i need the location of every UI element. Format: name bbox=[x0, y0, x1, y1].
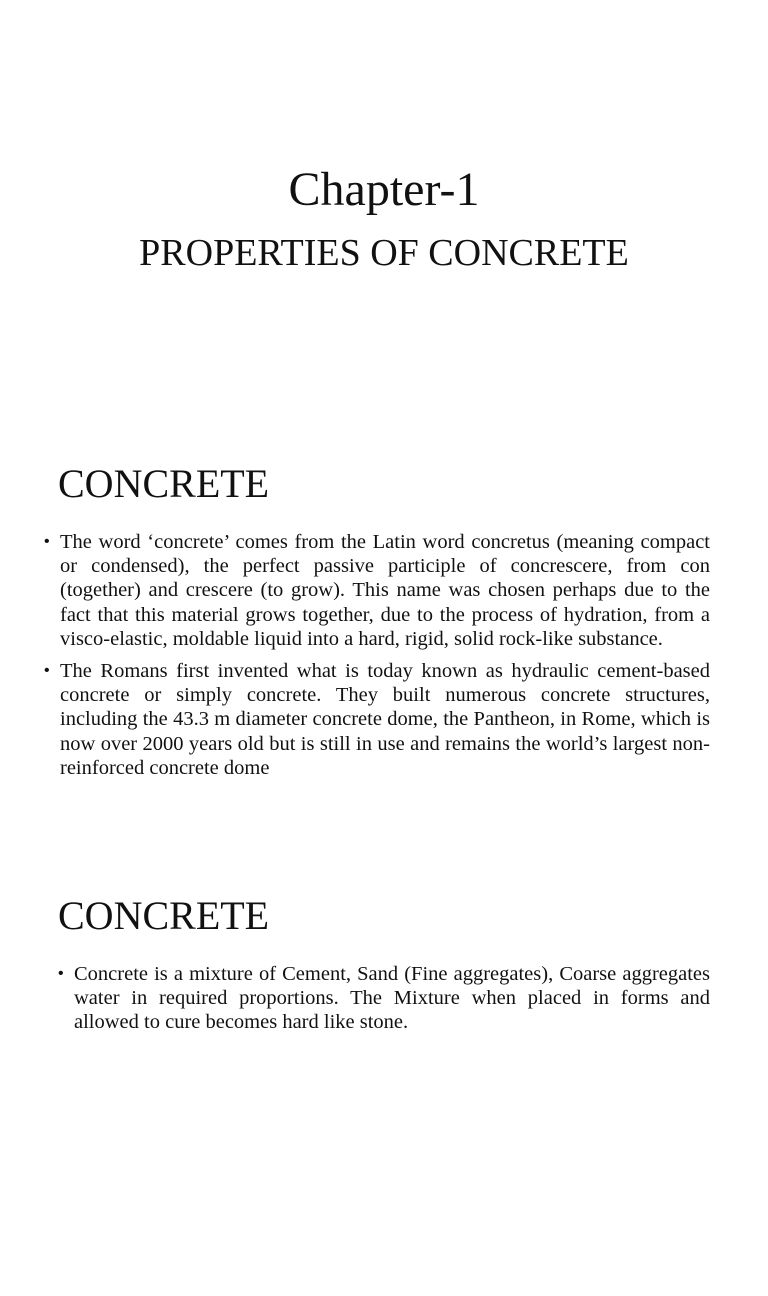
concrete-origin-slide bbox=[0, 432, 768, 864]
concrete-definition-slide bbox=[0, 864, 768, 1296]
bullet-item: • The Romans first invented what is today known as hydraulic cement-based concrete or simply concrete. They built numerous concrete structures, including the 43.3 m diameter concrete dome, the Pantheon, in Rome, which is now over 2000 years old but is still in use and remains the world’s largest non-reinforced concrete dome bbox=[44, 659, 710, 780]
bullet-item: • The word ‘concrete’ comes from the Latin word concretus (meaning compact or condensed), the perfect passive participle of concrescere, from con (together) and crescere (to grow). This name was chosen perhaps due to the fact that this material grows together, due to the process of hydration, from a visco-elastic, moldable liquid into a hard, rigid, solid rock-like substance. bbox=[44, 530, 710, 651]
chapter-subtitle: PROPERTIES OF CONCRETE bbox=[139, 232, 629, 274]
title-slide bbox=[0, 0, 768, 432]
chapter-title: Chapter-1 bbox=[288, 163, 480, 216]
slide-heading: CONCRETE bbox=[58, 893, 270, 938]
bullet-list bbox=[44, 530, 710, 788]
bullet-item: • Concrete is a mixture of Cement, Sand (Fine aggregates), Coarse aggregates water in required proportions. The Mixture when placed in forms and allowed to cure becomes hard like stone. bbox=[58, 962, 710, 1035]
slide-heading: CONCRETE bbox=[58, 461, 270, 506]
bullet-list bbox=[58, 962, 710, 1043]
